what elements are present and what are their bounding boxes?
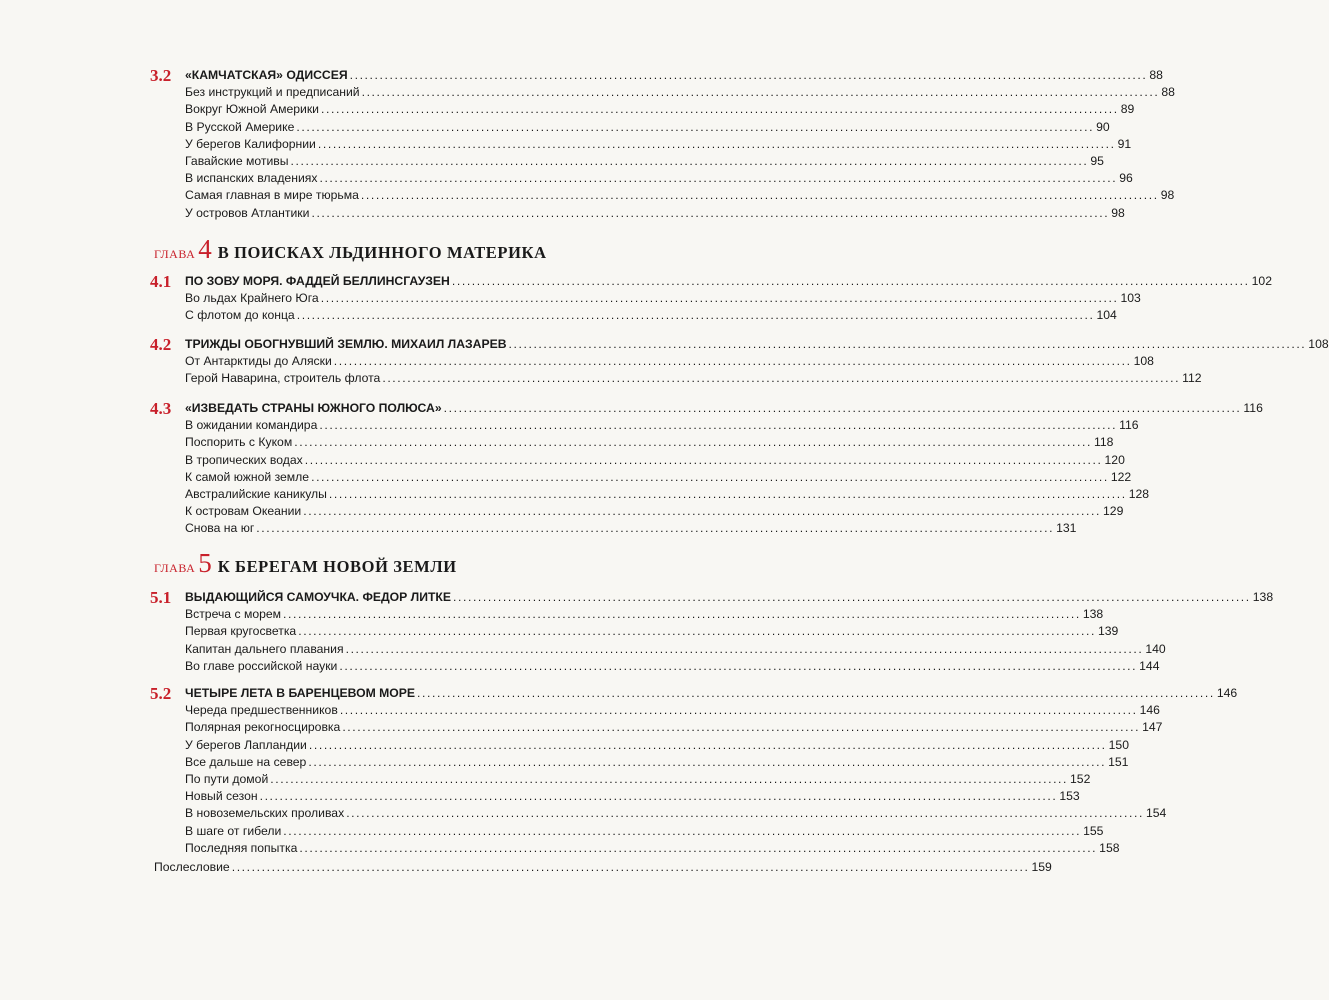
- toc-entry[interactable]: [185, 417, 1139, 434]
- entry-title: Послесловие: [154, 860, 230, 874]
- toc-entry[interactable]: [185, 136, 1132, 153]
- toc-entry[interactable]: [185, 737, 1129, 754]
- leader-dots: ................................................................................................................................................................: [417, 686, 1215, 700]
- page-number: 96: [1119, 171, 1133, 186]
- leader-dots: ................................................................................................................................................................: [283, 823, 1082, 838]
- leader-dots: ................................................................................................................................................................: [361, 85, 1160, 100]
- page-number: 89: [1120, 102, 1135, 117]
- leader-dots: ................................................................................................................................................................: [308, 754, 1107, 769]
- toc-entry[interactable]: [185, 434, 1114, 451]
- toc-entry[interactable]: [185, 702, 1160, 719]
- toc-entry[interactable]: [185, 606, 1104, 623]
- entry-title: Вокруг Южной Америки: [185, 102, 319, 117]
- leader-dots: ................................................................................................................................................................: [321, 102, 1119, 117]
- page-number: 151: [1108, 754, 1129, 769]
- page-number: 108: [1308, 337, 1329, 351]
- toc-entry[interactable]: [185, 307, 1117, 324]
- leader-dots: ................................................................................................................................................................: [328, 486, 1127, 501]
- leader-dots: ................................................................................................................................................................: [451, 274, 1250, 288]
- leader-dots: ................................................................................................................................................................: [311, 205, 1110, 220]
- toc-entry[interactable]: [185, 469, 1132, 486]
- leader-dots: ................................................................................................................................................................: [317, 136, 1116, 151]
- entry-title: У берегов Калифорнии: [185, 136, 316, 151]
- section-title: ЧЕТЫРЕ ЛЕТА В БАРЕНЦЕВОМ МОРЕ: [185, 686, 416, 700]
- section-title: ПО ЗОВУ МОРЯ. ФАДДЕЙ БЕЛЛИНСГАУЗЕН: [185, 274, 450, 288]
- entry-title: В шаге от гибели: [185, 823, 282, 838]
- leader-dots: ................................................................................................................................................................: [296, 308, 1095, 323]
- section-number: 4.1: [150, 272, 172, 291]
- toc-entry[interactable]: [154, 859, 1052, 876]
- page-number: 140: [1145, 641, 1166, 656]
- chapter-number: 5: [198, 548, 212, 578]
- page-number: 116: [1243, 401, 1263, 415]
- leader-dots: ................................................................................................................................................................: [320, 291, 1119, 306]
- entry-title: Герой Наварина, строитель флота: [185, 371, 381, 386]
- leader-dots: ................................................................................................................................................................: [231, 860, 1030, 874]
- toc-section-5-2: [150, 684, 1238, 860]
- entry-title: С флотом до конца: [185, 308, 295, 323]
- page-number: 118: [1094, 435, 1114, 450]
- section-title-row[interactable]: [185, 685, 1238, 702]
- toc-entry[interactable]: [185, 101, 1135, 118]
- page-number: 128: [1128, 486, 1150, 501]
- page-number: 95: [1090, 153, 1104, 168]
- page-number: 88: [1161, 85, 1175, 100]
- toc-entry[interactable]: [185, 805, 1167, 822]
- leader-dots: ................................................................................................................................................................: [259, 789, 1058, 804]
- entry-title: В ожидании командира: [185, 418, 318, 433]
- leader-dots: ................................................................................................................................................................: [339, 658, 1138, 673]
- page-number: 152: [1070, 771, 1091, 786]
- leader-dots: ................................................................................................................................................................: [342, 720, 1141, 735]
- leader-dots: ................................................................................................................................................................: [308, 737, 1107, 752]
- toc-entry[interactable]: [185, 658, 1160, 675]
- toc-section-3-2: [150, 66, 1175, 220]
- page-number: 138: [1082, 607, 1104, 622]
- page-number: 138: [1252, 590, 1274, 604]
- leader-dots: ................................................................................................................................................................: [508, 337, 1307, 351]
- toc-entry[interactable]: [185, 119, 1110, 136]
- leader-dots: ................................................................................................................................................................: [319, 171, 1118, 186]
- page-number: 98: [1111, 205, 1125, 220]
- leader-dots: ................................................................................................................................................................: [360, 188, 1159, 203]
- leader-dots: ................................................................................................................................................................: [382, 371, 1181, 386]
- leader-dots: ................................................................................................................................................................: [443, 401, 1242, 415]
- section-number: 5.2: [150, 684, 172, 703]
- toc-entry[interactable]: [185, 623, 1119, 640]
- leader-dots: ................................................................................................................................................................: [311, 469, 1109, 484]
- chapter-label: ГЛАВА: [154, 561, 196, 575]
- page-number: 139: [1098, 624, 1119, 639]
- toc-entry[interactable]: [185, 641, 1166, 658]
- leader-dots: ................................................................................................................................................................: [453, 590, 1251, 604]
- toc-entry[interactable]: [185, 290, 1141, 307]
- toc-section-4-1: [150, 272, 1272, 328]
- entry-title: Без инструкций и предписаний: [185, 85, 360, 100]
- leader-dots: ................................................................................................................................................................: [294, 435, 1092, 450]
- entry-title: Встреча с морем: [185, 607, 282, 622]
- entry-title: Капитан дальнего плавания: [185, 641, 344, 656]
- chapter-heading-5: [154, 548, 457, 578]
- toc-afterword: [154, 859, 1052, 876]
- section-title: ВЫДАЮЩИЙСЯ САМОУЧКА. ФЕДОР ЛИТКЕ: [185, 590, 451, 604]
- section-number: 4.2: [150, 335, 172, 354]
- toc-entry[interactable]: [185, 520, 1077, 537]
- leader-dots: ................................................................................................................................................................: [304, 452, 1103, 467]
- section-title-row[interactable]: [185, 400, 1263, 417]
- entry-title: В Русской Америке: [185, 119, 295, 134]
- page-number: 146: [1139, 703, 1160, 718]
- entry-title: Все дальше на север: [185, 754, 307, 769]
- toc-entry[interactable]: [185, 840, 1120, 857]
- leader-dots: ................................................................................................................................................................: [345, 641, 1144, 656]
- page-number: 90: [1096, 119, 1110, 134]
- toc-entry[interactable]: [185, 771, 1091, 788]
- leader-dots: ................................................................................................................................................................: [349, 68, 1148, 82]
- page-number: 147: [1142, 720, 1163, 735]
- leader-dots: ................................................................................................................................................................: [298, 624, 1096, 639]
- entry-title: В новоземельских проливах: [185, 806, 345, 821]
- section-title-row[interactable]: [185, 273, 1272, 290]
- leader-dots: ................................................................................................................................................................: [339, 703, 1138, 718]
- leader-dots: ................................................................................................................................................................: [296, 119, 1095, 134]
- leader-dots: ................................................................................................................................................................: [346, 806, 1144, 821]
- section-title-row[interactable]: [185, 589, 1274, 606]
- page-number: 112: [1182, 371, 1202, 386]
- toc-entry[interactable]: [185, 486, 1150, 503]
- toc-entry[interactable]: [185, 823, 1104, 840]
- page-number: 120: [1104, 452, 1125, 467]
- toc-section-5-1: [150, 588, 1274, 679]
- leader-dots: ................................................................................................................................................................: [270, 771, 1069, 786]
- chapter-title: В ПОИСКАХ ЛЬДИННОГО МАТЕРИКА: [217, 243, 547, 262]
- page-number: 122: [1110, 469, 1132, 484]
- page-number: 103: [1120, 291, 1141, 306]
- section-title-row[interactable]: [185, 336, 1329, 353]
- toc-entry[interactable]: [185, 84, 1175, 101]
- entry-title: В тропических водах: [185, 452, 303, 467]
- leader-dots: ................................................................................................................................................................: [303, 504, 1102, 519]
- toc-entry[interactable]: [185, 719, 1163, 736]
- section-number: 4.3: [150, 399, 172, 418]
- entry-title: Гавайские мотивы: [185, 153, 289, 168]
- section-title: «ИЗВЕДАТЬ СТРАНЫ ЮЖНОГО ПОЛЮСА»: [185, 401, 442, 415]
- entry-title: От Антарктиды до Аляски: [185, 354, 332, 369]
- page-number: 98: [1160, 188, 1175, 203]
- entry-title: У островов Атлантики: [185, 205, 310, 220]
- section-title: «КАМЧАТСКАЯ» ОДИССЕЯ: [185, 68, 348, 82]
- chapter-heading-4: [154, 234, 547, 264]
- leader-dots: ................................................................................................................................................................: [319, 418, 1118, 433]
- toc-entry[interactable]: [185, 370, 1202, 387]
- entry-title: Самая главная в мире тюрьма: [185, 188, 359, 203]
- leader-dots: ................................................................................................................................................................: [256, 521, 1055, 536]
- entry-title: Поспорить с Куком: [185, 435, 293, 450]
- page-number: 146: [1216, 686, 1238, 700]
- toc-entry[interactable]: [185, 153, 1104, 170]
- toc-entry[interactable]: [185, 452, 1125, 469]
- entry-title: Австралийские каникулы: [185, 486, 327, 501]
- page-number: 150: [1108, 737, 1129, 752]
- page-number: 153: [1059, 789, 1080, 804]
- chapter-title: К БЕРЕГАМ НОВОЙ ЗЕМЛИ: [217, 557, 457, 576]
- page-number: 144: [1139, 658, 1160, 673]
- entry-title: К островам Океании: [185, 504, 302, 519]
- leader-dots: ................................................................................................................................................................: [333, 354, 1132, 369]
- toc-entry[interactable]: [185, 503, 1124, 520]
- leader-dots: ................................................................................................................................................................: [283, 607, 1081, 622]
- page-number: 154: [1145, 806, 1167, 821]
- toc-section-4-2: [150, 335, 1329, 391]
- page-number: 116: [1119, 418, 1139, 433]
- leader-dots: ................................................................................................................................................................: [299, 840, 1098, 855]
- page-number: 91: [1117, 136, 1132, 151]
- page-number: 131: [1056, 521, 1077, 536]
- section-title: ТРИЖДЫ ОБОГНУВШИЙ ЗЕМЛЮ. МИХАИЛ ЛАЗАРЕВ: [185, 337, 507, 351]
- toc-entry[interactable]: [185, 205, 1125, 222]
- leader-dots: ................................................................................................................................................................: [290, 153, 1089, 168]
- toc-entry[interactable]: [185, 788, 1080, 805]
- toc-entry[interactable]: [185, 754, 1129, 771]
- section-number: 5.1: [150, 588, 172, 607]
- entry-title: По пути домой: [185, 771, 269, 786]
- entry-title: Во льдах Крайнего Юга: [185, 291, 319, 306]
- section-number: 3.2: [150, 66, 172, 85]
- entry-title: Во главе российской науки: [185, 658, 338, 673]
- entry-title: Первая кругосветка: [185, 624, 297, 639]
- page-number: 159: [1031, 860, 1052, 874]
- toc-entry[interactable]: [185, 170, 1133, 187]
- chapter-number: 4: [198, 234, 212, 264]
- entry-title: Последняя попытка: [185, 840, 298, 855]
- page-number: 104: [1096, 308, 1117, 323]
- page-number: 158: [1099, 840, 1120, 855]
- entry-title: Новый сезон: [185, 789, 258, 804]
- entry-title: Полярная рекогносцировка: [185, 720, 341, 735]
- entry-title: Снова на юг: [185, 521, 255, 536]
- entry-title: Череда предшественников: [185, 703, 338, 718]
- page-number: 129: [1103, 504, 1124, 519]
- toc-section-4-3: [150, 399, 1263, 540]
- page-number: 102: [1251, 274, 1272, 288]
- entry-title: В испанских владениях: [185, 171, 318, 186]
- toc-entry[interactable]: [185, 187, 1175, 204]
- page-number: 88: [1149, 68, 1163, 82]
- page-number: 108: [1133, 354, 1154, 369]
- chapter-label: ГЛАВА: [154, 247, 196, 261]
- entry-title: К самой южной земле: [185, 469, 310, 484]
- page-number: 155: [1083, 823, 1104, 838]
- entry-title: У берегов Лапландии: [185, 737, 307, 752]
- section-title-row[interactable]: [185, 67, 1163, 84]
- toc-entry[interactable]: [185, 353, 1154, 370]
